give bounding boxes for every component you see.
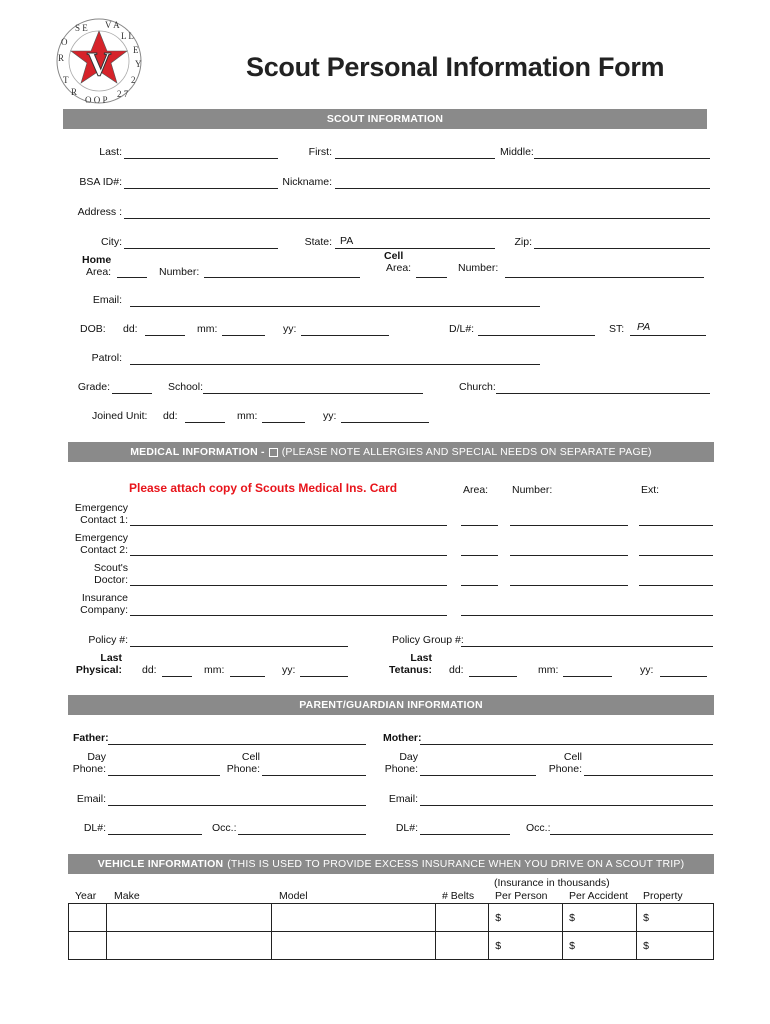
state-field[interactable] xyxy=(335,248,495,249)
zip-label: Zip: xyxy=(514,236,532,248)
email-field[interactable] xyxy=(130,306,540,307)
physical-mm-field[interactable] xyxy=(230,676,265,677)
svg-text:Y: Y xyxy=(135,59,142,69)
mother-label: Mother: xyxy=(383,732,422,744)
mother-day-label-a: Day xyxy=(399,751,418,763)
col-belts: # Belts xyxy=(442,890,475,902)
section-medical-information xyxy=(68,442,714,462)
svg-text:2 7: 2 7 xyxy=(117,89,129,99)
svg-text:S E: S E xyxy=(75,23,88,33)
first-name-field[interactable] xyxy=(335,158,495,159)
zip-field[interactable] xyxy=(534,248,710,249)
tetanus-dd-field[interactable] xyxy=(469,676,517,677)
last-name-field[interactable] xyxy=(124,158,278,159)
insurance-label-a: Insurance xyxy=(81,592,128,604)
joined-yy-field[interactable] xyxy=(341,422,429,423)
father-email-field[interactable] xyxy=(108,805,366,806)
policy-field[interactable] xyxy=(130,646,348,647)
cell-label: Cell xyxy=(384,250,404,262)
st-label: ST: xyxy=(609,323,625,335)
section-note: (PLEASE NOTE ALLERGIES AND SPECIAL NEEDS ON SEPARATE PAGE) xyxy=(281,446,652,458)
state-value: PA xyxy=(340,235,354,247)
vehicle-model-cell[interactable] xyxy=(271,904,436,932)
father-day-phone-field[interactable] xyxy=(108,775,220,776)
doctor-number-field[interactable] xyxy=(510,585,628,586)
attach-card-notice: Please attach copy of Scouts Medical Ins. Card xyxy=(129,481,398,495)
last-tetanus-label-b: Tetanus: xyxy=(389,664,432,676)
city-label: City: xyxy=(101,236,122,248)
svg-text:O: O xyxy=(61,37,68,47)
address-label: Address : xyxy=(77,206,122,218)
vehicle-make-cell[interactable] xyxy=(106,932,271,960)
vehicle-year-cell[interactable] xyxy=(69,932,107,960)
mother-occ-field[interactable] xyxy=(550,834,713,835)
last-label: Last: xyxy=(99,146,122,158)
ec2-label-b: Contact 2: xyxy=(80,544,128,556)
doctor-ext-field[interactable] xyxy=(639,585,713,586)
dob-dd-label: dd: xyxy=(123,323,138,335)
last-tetanus-label-a: Last xyxy=(410,652,432,664)
bsa-id-label: BSA ID#: xyxy=(79,176,122,188)
vehicle-table xyxy=(68,903,714,960)
mother-cell-label-b: Phone: xyxy=(548,763,582,775)
ec2-area-field[interactable] xyxy=(461,555,498,556)
svg-text:V A: V A xyxy=(105,20,120,30)
ec1-label-b: Contact 1: xyxy=(80,514,128,526)
father-dl-label: DL#: xyxy=(83,822,106,834)
vehicle-per-accident-cell[interactable] xyxy=(563,932,637,960)
cell-area-label: Area: xyxy=(386,262,412,274)
physical-mm-label: mm: xyxy=(204,664,225,676)
physical-dd-field[interactable] xyxy=(162,676,192,677)
svg-text:L L: L L xyxy=(121,31,134,41)
tetanus-yy-label: yy: xyxy=(640,664,654,676)
ec1-label-a: Emergency xyxy=(74,502,128,514)
joined-mm-label: mm: xyxy=(237,410,258,422)
father-cell-phone-field[interactable] xyxy=(262,775,366,776)
insurance-label-b: Company: xyxy=(80,604,128,616)
tetanus-mm-field[interactable] xyxy=(563,676,612,677)
dollar-sign: $ xyxy=(495,911,502,924)
policy-group-label: Policy Group #: xyxy=(392,634,464,646)
dollar-sign: $ xyxy=(495,939,502,952)
vehicle-year-cell[interactable] xyxy=(69,904,107,932)
home-number-field[interactable] xyxy=(204,277,360,278)
middle-label: Middle: xyxy=(500,146,534,158)
father-label: Father: xyxy=(73,732,109,744)
mother-cell-phone-field[interactable] xyxy=(584,775,713,776)
svg-text:O O P: O O P xyxy=(85,95,108,105)
father-occ-field[interactable] xyxy=(238,834,366,835)
dob-yy-label: yy: xyxy=(283,323,297,335)
dob-yy-field[interactable] xyxy=(301,335,389,336)
section-scout-information xyxy=(63,109,707,129)
svg-text:R: R xyxy=(58,53,65,63)
mother-day-phone-field[interactable] xyxy=(420,775,536,776)
vehicle-per-accident-cell[interactable] xyxy=(563,904,637,932)
st-field[interactable] xyxy=(630,335,706,336)
ec1-area-field[interactable] xyxy=(461,525,498,526)
section-title: SCOUT INFORMATION xyxy=(326,113,444,125)
last-physical-label-a: Last xyxy=(100,652,122,664)
physical-yy-field[interactable] xyxy=(300,676,348,677)
ec2-ext-field[interactable] xyxy=(639,555,713,556)
bsa-id-field[interactable] xyxy=(124,188,278,189)
ec1-ext-field[interactable] xyxy=(639,525,713,526)
nickname-field[interactable] xyxy=(335,188,710,189)
vehicle-belts-cell[interactable] xyxy=(436,932,489,960)
col-make: Make xyxy=(114,890,140,902)
section-vehicle-information xyxy=(68,854,714,874)
mother-dl-field[interactable] xyxy=(420,834,510,835)
section-title: VEHICLE INFORMATION xyxy=(97,858,224,870)
vehicle-property-cell[interactable] xyxy=(637,904,714,932)
dob-dd-field[interactable] xyxy=(145,335,185,336)
mother-day-label-b: Phone: xyxy=(384,763,418,775)
ec2-number-field[interactable] xyxy=(510,555,628,556)
doctor-label-b: Doctor: xyxy=(94,574,128,586)
dollar-sign: $ xyxy=(643,911,649,924)
st-value: PA xyxy=(637,321,651,333)
last-physical-label-b: Physical: xyxy=(75,664,122,676)
address-field[interactable] xyxy=(124,218,710,219)
father-day-label-a: Day xyxy=(87,751,106,763)
col-model: Model xyxy=(279,890,308,902)
cell-number-label: Number: xyxy=(458,262,499,274)
doctor-name-field[interactable] xyxy=(130,585,447,586)
dob-label: DOB: xyxy=(80,323,106,335)
vehicle-property-cell[interactable] xyxy=(637,932,714,960)
city-field[interactable] xyxy=(124,248,278,249)
vehicle-belts-cell[interactable] xyxy=(436,904,489,932)
dollar-sign: $ xyxy=(643,939,649,952)
tetanus-mm-label: mm: xyxy=(538,664,559,676)
insurance-phone-field[interactable] xyxy=(461,615,713,616)
dl-field[interactable] xyxy=(478,335,595,336)
cell-area-field[interactable] xyxy=(416,277,447,278)
father-cell-label-b: Phone: xyxy=(226,763,260,775)
svg-text:R: R xyxy=(71,87,78,97)
doctor-area-field[interactable] xyxy=(461,585,498,586)
home-number-label: Number: xyxy=(159,266,200,278)
dollar-sign: $ xyxy=(569,939,576,952)
section-note: (THIS IS USED TO PROVIDE EXCESS INSURANCE WHEN YOU DRIVE ON A SCOUT TRIP) xyxy=(227,858,685,870)
form-title: Scout Personal Information Form xyxy=(246,52,665,82)
joined-mm-field[interactable] xyxy=(262,422,305,423)
state-label: State: xyxy=(304,236,332,248)
area-header: Area: xyxy=(463,484,489,496)
father-dl-field[interactable] xyxy=(108,834,202,835)
father-email-label: Email: xyxy=(76,793,106,805)
patrol-field[interactable] xyxy=(130,364,540,365)
mother-email-label: Email: xyxy=(388,793,418,805)
dollar-sign: $ xyxy=(569,911,576,924)
patrol-label: Patrol: xyxy=(91,352,122,364)
vehicle-model-cell[interactable] xyxy=(271,932,436,960)
joined-dd-field[interactable] xyxy=(185,422,225,423)
first-label: First: xyxy=(308,146,332,158)
father-day-label-b: Phone: xyxy=(72,763,106,775)
table-row xyxy=(69,904,714,932)
vehicle-make-cell[interactable] xyxy=(106,904,271,932)
table-row xyxy=(69,932,714,960)
section-title: PARENT/GUARDIAN INFORMATION xyxy=(299,699,483,711)
tetanus-yy-field[interactable] xyxy=(660,676,707,677)
number-header: Number: xyxy=(512,484,553,496)
vehicle-per-person-cell[interactable] xyxy=(489,904,563,932)
troop-logo xyxy=(55,17,143,105)
col-per-person: Per Person xyxy=(495,890,548,902)
physical-dd-label: dd: xyxy=(142,664,157,676)
nickname-label: Nickname: xyxy=(282,176,332,188)
home-area-label: Area: xyxy=(86,266,112,278)
ec1-number-field[interactable] xyxy=(510,525,628,526)
church-label: Church: xyxy=(459,381,496,393)
svg-text:V: V xyxy=(86,46,112,83)
school-field[interactable] xyxy=(203,393,423,394)
joined-yy-label: yy: xyxy=(323,410,337,422)
dob-mm-label: mm: xyxy=(197,323,218,335)
grade-label: Grade: xyxy=(77,381,110,393)
dl-label: D/L#: xyxy=(449,323,475,335)
svg-text:2: 2 xyxy=(131,75,136,85)
section-title: MEDICAL INFORMATION - xyxy=(130,446,265,458)
section-parent-guardian-information xyxy=(68,695,714,715)
ec1-name-field[interactable] xyxy=(130,525,447,526)
ext-header: Ext: xyxy=(641,484,660,496)
grade-field[interactable] xyxy=(112,393,152,394)
svg-text:E: E xyxy=(133,45,139,55)
father-occ-label: Occ.: xyxy=(212,822,237,834)
mother-email-field[interactable] xyxy=(420,805,713,806)
insurance-thousands-note: (Insurance in thousands) xyxy=(494,877,610,889)
doctor-label-a: Scout's xyxy=(93,562,128,574)
tetanus-dd-label: dd: xyxy=(449,664,464,676)
policy-group-field[interactable] xyxy=(461,646,713,647)
col-per-accident: Per Accident xyxy=(569,890,628,902)
vehicle-per-person-cell[interactable] xyxy=(489,932,563,960)
policy-label: Policy #: xyxy=(88,634,128,646)
allergies-checkbox[interactable] xyxy=(269,448,278,457)
insurance-company-field[interactable] xyxy=(130,615,447,616)
father-name-field[interactable] xyxy=(108,744,366,745)
middle-name-field[interactable] xyxy=(534,158,710,159)
church-field[interactable] xyxy=(496,393,710,394)
mother-name-field[interactable] xyxy=(420,744,713,745)
ec2-name-field[interactable] xyxy=(130,555,447,556)
physical-yy-label: yy: xyxy=(282,664,296,676)
cell-number-field[interactable] xyxy=(505,277,704,278)
school-label: School: xyxy=(168,381,204,393)
ec2-label-a: Emergency xyxy=(74,532,128,544)
joined-unit-label: Joined Unit: xyxy=(92,410,148,422)
home-area-field[interactable] xyxy=(117,277,147,278)
mother-cell-label-a: Cell xyxy=(563,751,582,763)
father-cell-label-a: Cell xyxy=(241,751,260,763)
col-property: Property xyxy=(643,890,683,902)
dob-mm-field[interactable] xyxy=(222,335,265,336)
home-label: Home xyxy=(82,254,112,266)
joined-dd-label: dd: xyxy=(163,410,178,422)
svg-text:T: T xyxy=(63,75,69,85)
col-year: Year xyxy=(75,890,97,902)
mother-dl-label: DL#: xyxy=(395,822,418,834)
email-label: Email: xyxy=(92,294,122,306)
mother-occ-label: Occ.: xyxy=(526,822,551,834)
